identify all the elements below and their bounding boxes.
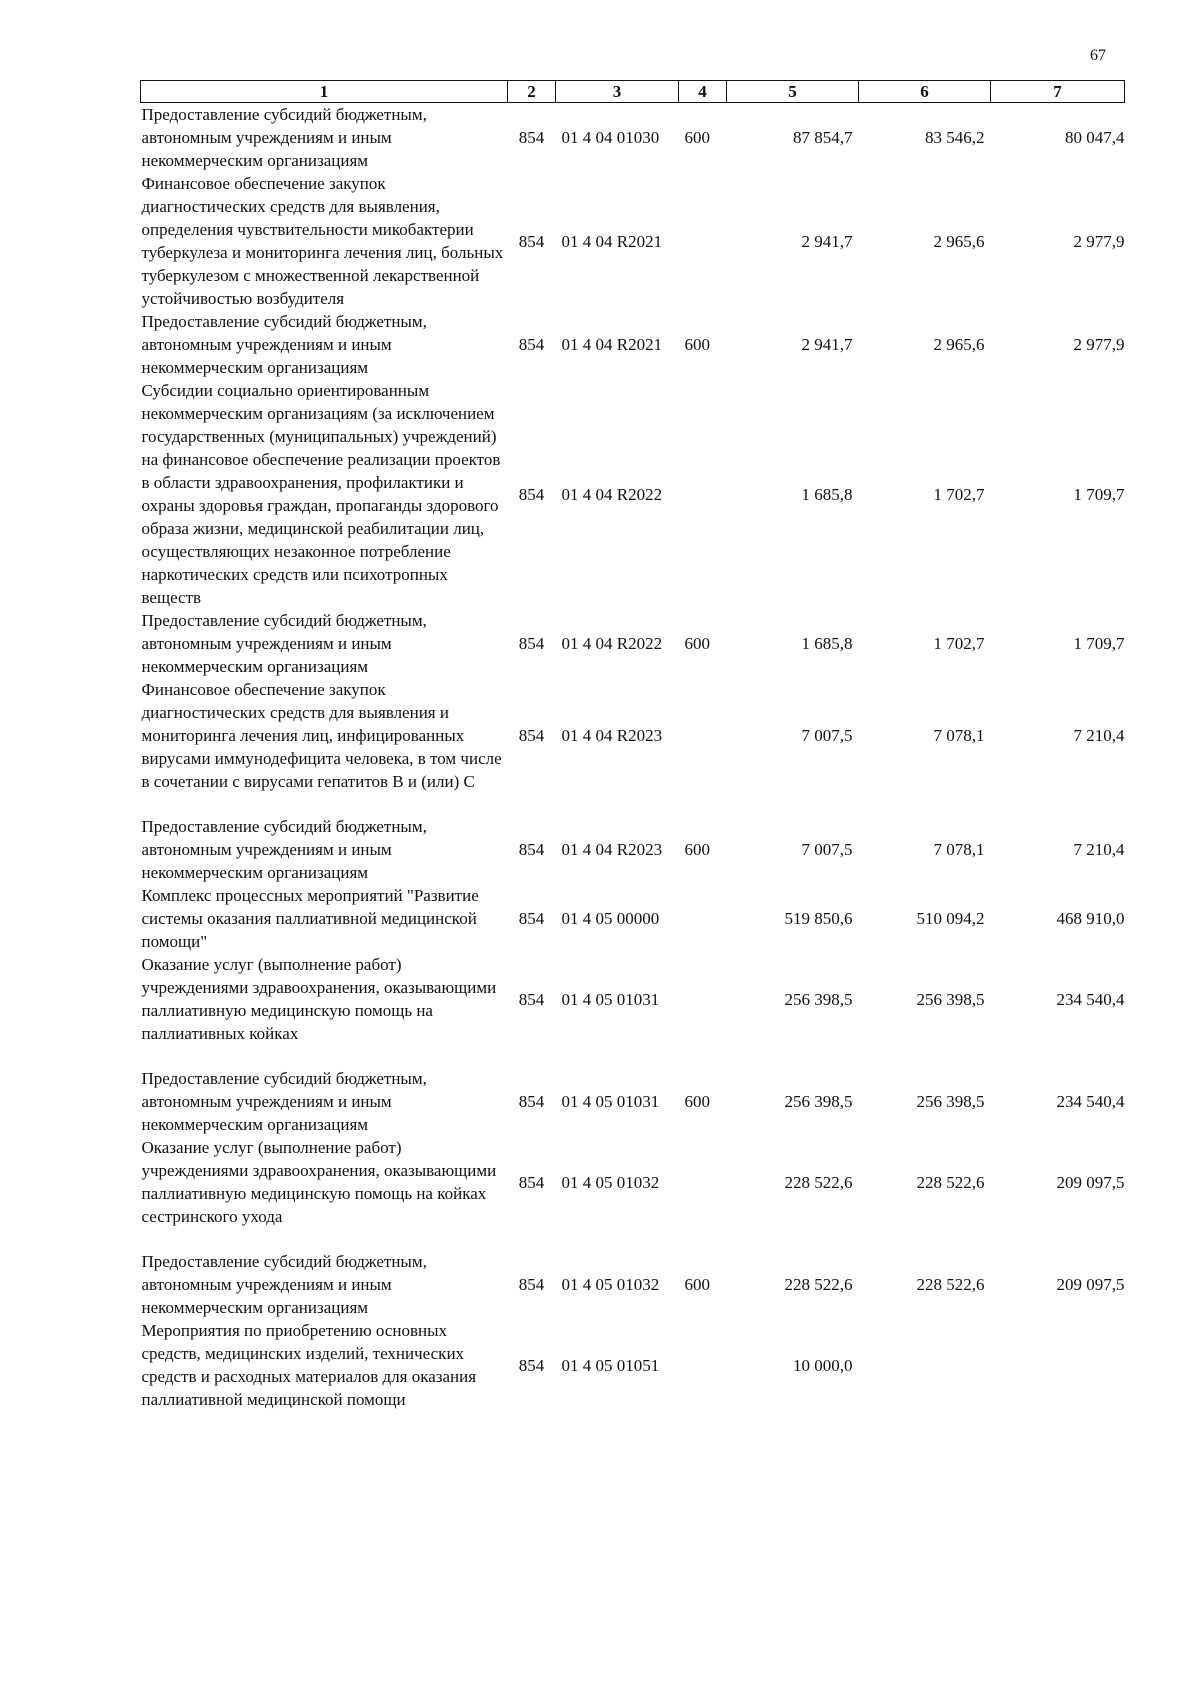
row-sum-col6 bbox=[859, 1319, 991, 1411]
row-expense-type: 600 bbox=[684, 840, 710, 859]
row-sum-col5: 256 398,5 bbox=[784, 1092, 853, 1111]
header-col-2: 2 bbox=[508, 81, 556, 103]
row-sum-col7: 209 097,5 bbox=[1056, 1275, 1125, 1294]
row-target-code: 01 4 05 01032 bbox=[561, 1275, 660, 1294]
header-col-7: 7 bbox=[991, 81, 1125, 103]
table-row bbox=[141, 1319, 1125, 1411]
row-sum-col7: 468 910,0 bbox=[1056, 909, 1125, 928]
row-sum-col7: 234 540,4 bbox=[1056, 989, 1125, 1009]
row-ministry-code: 854 bbox=[518, 726, 545, 745]
row-sum-col5: 87 854,7 bbox=[793, 128, 853, 147]
row-ministry-code: 854 bbox=[518, 634, 545, 653]
row-ministry-code: 854 bbox=[518, 1275, 545, 1294]
table-row bbox=[141, 1067, 1125, 1136]
row-ministry-code: 854 bbox=[518, 128, 545, 147]
row-sum-col5: 7 007,5 bbox=[801, 840, 853, 859]
row-target-code: 01 4 04 R2021 bbox=[561, 335, 663, 354]
table-row bbox=[141, 953, 1125, 1045]
table-row bbox=[141, 884, 1125, 953]
row-sum-col7: 2 977,9 bbox=[1073, 335, 1125, 354]
row-sum-col6: 228 522,6 bbox=[916, 1172, 985, 1192]
row-sum-col6: 1 702,7 bbox=[933, 634, 985, 653]
row-ministry-code: 854 bbox=[518, 1355, 545, 1375]
row-sum-col6: 1 702,7 bbox=[933, 484, 985, 504]
table-row bbox=[141, 103, 1125, 173]
row-target-code: 01 4 05 01032 bbox=[561, 1172, 660, 1192]
row-sum-col7: 2 977,9 bbox=[1073, 231, 1125, 251]
table-row bbox=[141, 379, 1125, 609]
table-row bbox=[141, 1136, 1125, 1228]
row-description: Оказание услуг (выполнение работ) учреждениями здравоохранения, оказывающими паллиативную медицинскую помощь на койках сестринского ухода bbox=[141, 1138, 497, 1226]
row-description: Предоставление субсидий бюджетным, автономным учреждениям и иным некоммерческим организациям bbox=[141, 611, 427, 676]
row-expense-type bbox=[679, 884, 727, 953]
row-sum-col6: 256 398,5 bbox=[916, 1092, 985, 1111]
row-sum-col5: 7 007,5 bbox=[801, 726, 853, 745]
row-expense-type bbox=[679, 172, 727, 310]
row-description: Финансовое обеспечение закупок диагностических средств для выявления, определения чувствительности микобактерии туберкулеза и мониторинга лечения лиц, больных туберкулезом с множественной лекарственной устойчивостью возбудителя bbox=[141, 174, 504, 308]
row-target-code: 01 4 05 01051 bbox=[561, 1355, 660, 1375]
row-target-code: 01 4 04 R2022 bbox=[561, 484, 663, 504]
table-row bbox=[141, 815, 1125, 884]
row-sum-col5: 519 850,6 bbox=[784, 909, 853, 928]
row-target-code: 01 4 04 R2022 bbox=[561, 634, 663, 653]
row-sum-col6: 2 965,6 bbox=[933, 335, 985, 354]
row-sum-col7: 1 709,7 bbox=[1073, 484, 1125, 504]
row-sum-col7 bbox=[991, 1319, 1125, 1411]
table-row bbox=[141, 310, 1125, 379]
row-ministry-code: 854 bbox=[518, 484, 545, 504]
row-sum-col6: 7 078,1 bbox=[933, 726, 985, 745]
row-sum-col5: 2 941,7 bbox=[801, 231, 853, 251]
row-sum-col6: 228 522,6 bbox=[916, 1275, 985, 1294]
row-sum-col6: 7 078,1 bbox=[933, 840, 985, 859]
row-sum-col5: 228 522,6 bbox=[784, 1172, 853, 1192]
row-sum-col7: 234 540,4 bbox=[1056, 1092, 1125, 1111]
row-ministry-code: 854 bbox=[518, 1172, 545, 1192]
row-target-code: 01 4 04 R2023 bbox=[561, 840, 663, 859]
row-sum-col5: 256 398,5 bbox=[784, 989, 853, 1009]
row-target-code: 01 4 05 00000 bbox=[561, 909, 660, 928]
budget-table bbox=[140, 80, 1125, 1411]
row-spacer bbox=[141, 1228, 1125, 1250]
row-ministry-code: 854 bbox=[518, 909, 545, 928]
row-sum-col6: 83 546,2 bbox=[925, 128, 985, 147]
row-target-code: 01 4 04 R2021 bbox=[561, 231, 663, 251]
row-target-code: 01 4 05 01031 bbox=[561, 1092, 660, 1111]
row-description: Предоставление субсидий бюджетным, автономным учреждениям и иным некоммерческим организациям bbox=[141, 1252, 427, 1317]
header-col-4: 4 bbox=[679, 81, 727, 103]
row-description: Предоставление субсидий бюджетным, автономным учреждениям и иным некоммерческим организациям bbox=[141, 105, 427, 170]
row-ministry-code: 854 bbox=[518, 989, 545, 1009]
table-header bbox=[141, 81, 1125, 103]
row-description: Комплекс процессных мероприятий "Развитие системы оказания паллиативной медицинской помощи" bbox=[141, 886, 479, 951]
row-sum-col7: 80 047,4 bbox=[1065, 128, 1125, 147]
row-ministry-code: 854 bbox=[518, 335, 545, 354]
row-sum-col6: 510 094,2 bbox=[916, 909, 985, 928]
row-expense-type bbox=[679, 953, 727, 1045]
header-col-1: 1 bbox=[141, 81, 508, 103]
row-sum-col5: 1 685,8 bbox=[801, 484, 853, 504]
row-sum-col7: 7 210,4 bbox=[1073, 840, 1125, 859]
row-description: Предоставление субсидий бюджетным, автономным учреждениям и иным некоммерческим организациям bbox=[141, 1069, 427, 1134]
row-spacer bbox=[141, 793, 1125, 815]
row-expense-type: 600 bbox=[684, 634, 710, 653]
table-body bbox=[141, 103, 1125, 1412]
row-description: Финансовое обеспечение закупок диагностических средств для выявления и мониторинга лечения лиц, инфицированных вирусами иммунодефицита человека, в том числе в сочетании с вирусами гепатитов B и (или) C bbox=[141, 680, 502, 791]
row-description: Предоставление субсидий бюджетным, автономным учреждениям и иным некоммерческим организациям bbox=[141, 817, 427, 882]
row-expense-type: 600 bbox=[684, 128, 710, 147]
header-col-3: 3 bbox=[556, 81, 679, 103]
row-expense-type: 600 bbox=[684, 335, 710, 354]
row-spacer bbox=[141, 1045, 1125, 1067]
row-ministry-code: 854 bbox=[518, 231, 545, 251]
table-row bbox=[141, 1250, 1125, 1319]
row-expense-type: 600 bbox=[684, 1092, 710, 1111]
row-sum-col7: 209 097,5 bbox=[1056, 1172, 1125, 1192]
table-row bbox=[141, 609, 1125, 678]
row-sum-col7: 1 709,7 bbox=[1073, 634, 1125, 653]
row-sum-col5: 228 522,6 bbox=[784, 1275, 853, 1294]
table-row bbox=[141, 678, 1125, 793]
row-expense-type bbox=[679, 379, 727, 609]
row-ministry-code: 854 bbox=[518, 1092, 545, 1111]
row-ministry-code: 854 bbox=[518, 840, 545, 859]
row-description: Субсидии социально ориентированным некоммерческим организациям (за исключением государственных (муниципальных) учреждений) на финансовое обеспечение реализации проектов в области здравоохранения, профилактики и охраны здоровья граждан, пропаганды здорового образа жизни, медицинской реабилитации лиц, осуществляющих незаконное потребление наркотических средств или психотропных веществ bbox=[141, 381, 501, 607]
row-target-code: 01 4 05 01031 bbox=[561, 989, 660, 1009]
row-sum-col7: 7 210,4 bbox=[1073, 726, 1125, 745]
row-sum-col6: 256 398,5 bbox=[916, 989, 985, 1009]
header-col-6: 6 bbox=[859, 81, 991, 103]
row-description: Предоставление субсидий бюджетным, автономным учреждениям и иным некоммерческим организациям bbox=[141, 312, 427, 377]
row-target-code: 01 4 04 01030 bbox=[561, 128, 660, 147]
row-description: Оказание услуг (выполнение работ) учреждениями здравоохранения, оказывающими паллиативную медицинскую помощь на паллиативных койках bbox=[141, 955, 497, 1043]
row-description: Мероприятия по приобретению основных средств, медицинских изделий, технических средств и расходных материалов для оказания паллиативной медицинской помощи bbox=[141, 1321, 477, 1409]
row-expense-type: 600 bbox=[684, 1275, 710, 1294]
row-sum-col5: 1 685,8 bbox=[801, 634, 853, 653]
row-expense-type bbox=[679, 1136, 727, 1228]
header-col-5: 5 bbox=[727, 81, 859, 103]
row-sum-col5: 10 000,0 bbox=[793, 1355, 853, 1375]
header-row bbox=[141, 81, 1125, 103]
row-sum-col5: 2 941,7 bbox=[801, 335, 853, 354]
row-expense-type bbox=[679, 1319, 727, 1411]
row-sum-col6: 2 965,6 bbox=[933, 231, 985, 251]
budget-table-container bbox=[140, 80, 1124, 1411]
page-number: 67 bbox=[1090, 47, 1106, 64]
row-target-code: 01 4 04 R2023 bbox=[561, 726, 663, 745]
row-expense-type bbox=[679, 678, 727, 793]
table-row bbox=[141, 172, 1125, 310]
